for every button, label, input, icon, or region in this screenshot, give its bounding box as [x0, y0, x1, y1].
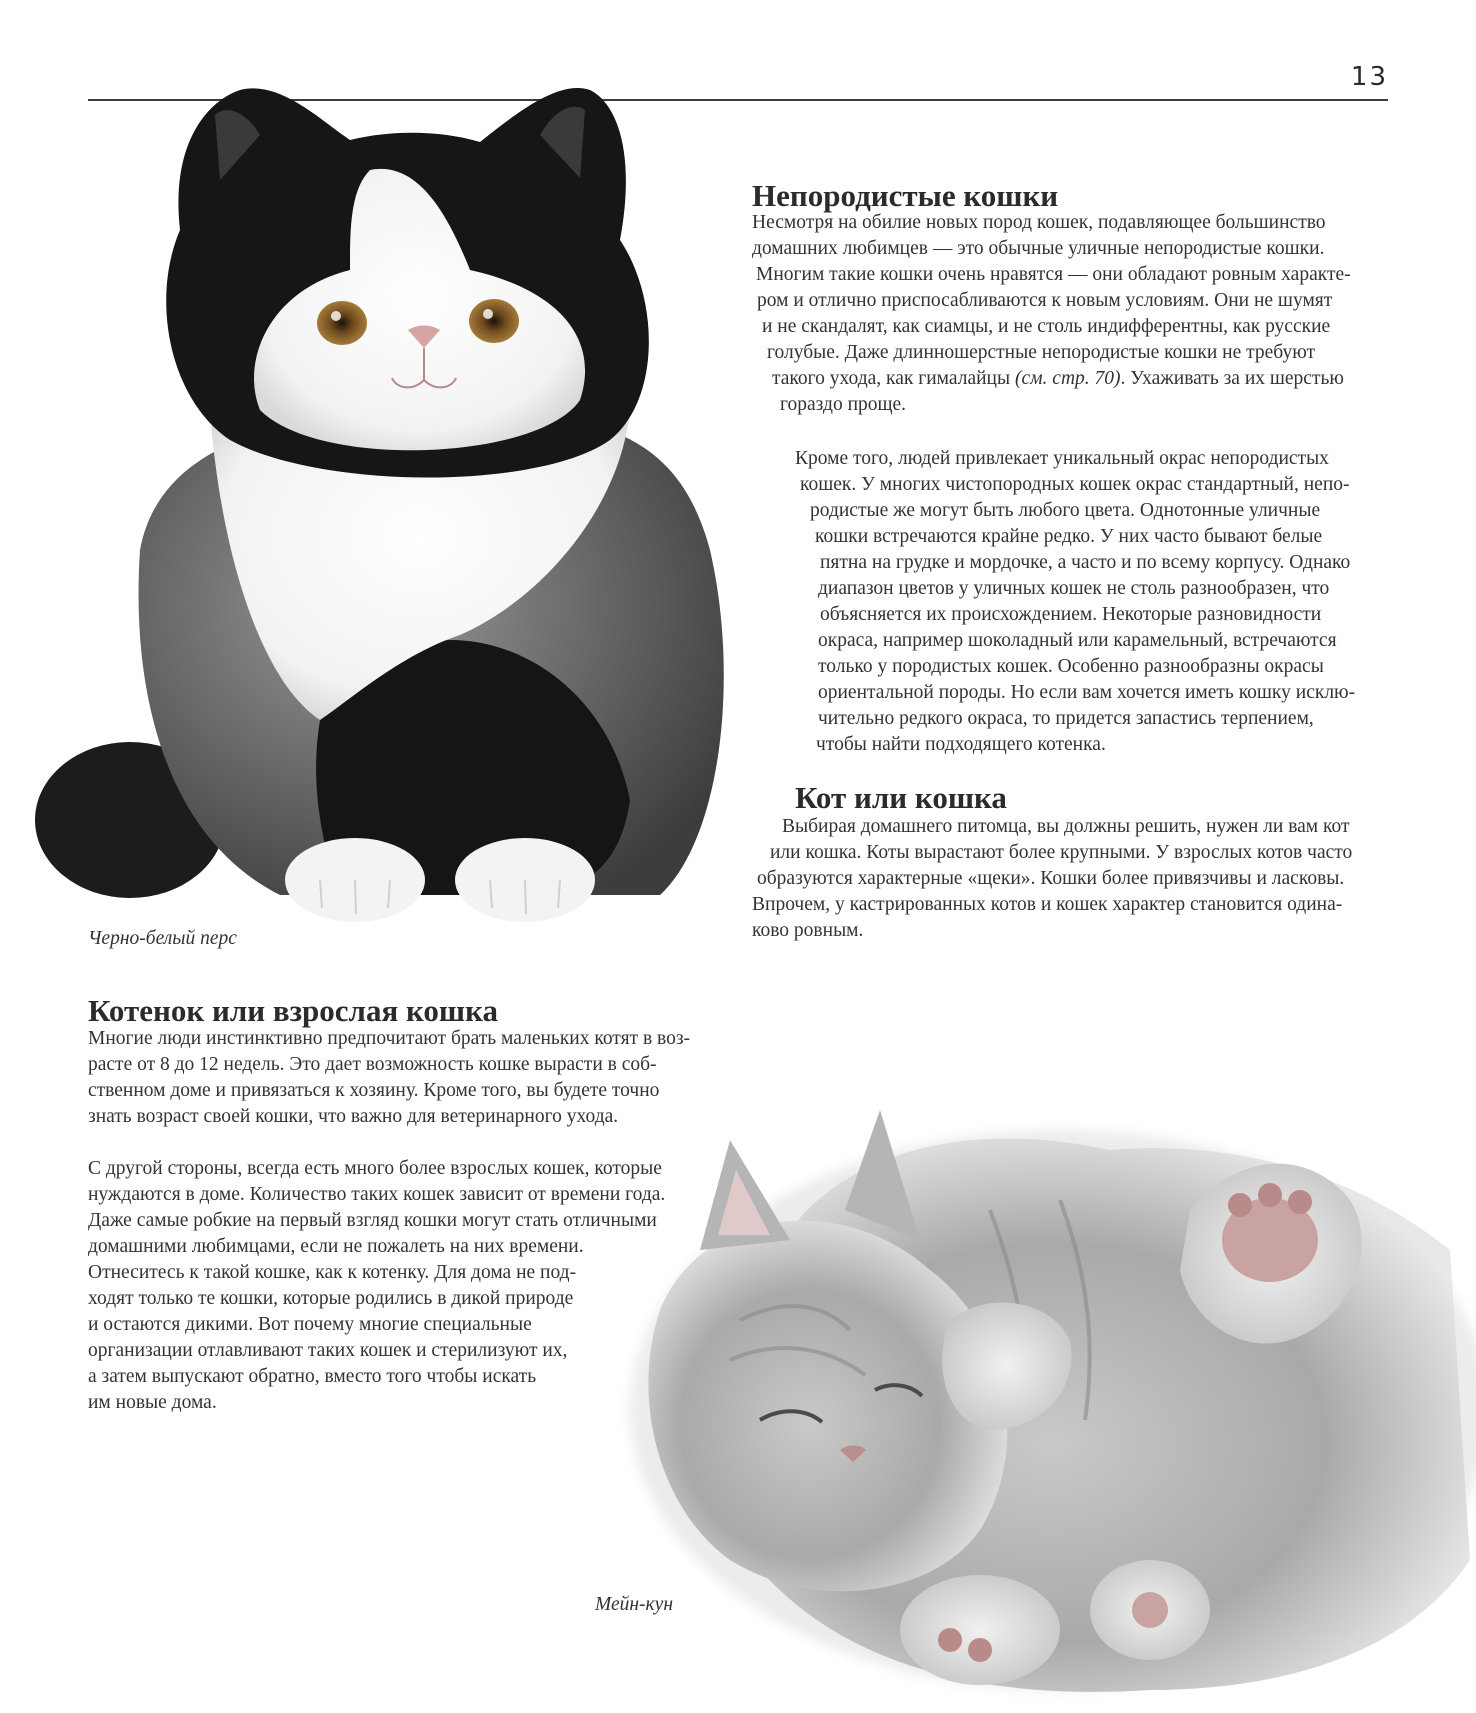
- text-line: ково ровным.: [752, 920, 864, 941]
- text-line: ром и отлично приспосабливаются к новым условиям. Они не шумят: [757, 290, 1333, 311]
- heading-kitten-or-adult: Котенок или взрослая кошка: [88, 993, 498, 1028]
- page-number: 13: [1350, 62, 1388, 92]
- text-line: ходят только те кошки, которые родились в дикой природе: [88, 1288, 574, 1309]
- text-line: объясняется их происхождением. Некоторые разновидности: [820, 604, 1322, 625]
- text-line: знать возраст своей кошки, что важно для ветеринарного ухода.: [88, 1106, 619, 1127]
- text-line: [772, 368, 1344, 390]
- text-line: Отнеситесь к такой кошке, как к котенку. Для дома не под-: [88, 1262, 577, 1283]
- text-line: С другой стороны, всегда есть много более взрослых кошек, которые: [88, 1158, 662, 1179]
- text-line: ориентальной породы. Но если вам хочется иметь кошку исклю-: [818, 682, 1356, 703]
- text-line: диапазон цветов у уличных кошек не столь разнообразен, что: [818, 578, 1330, 599]
- text-line: Даже самые робкие на первый взгляд кошки могут стать отличными: [88, 1210, 657, 1231]
- text-line: им новые дома.: [88, 1392, 217, 1413]
- text-span: . Ухаживать за их шерстью: [1120, 368, 1344, 389]
- text-line: чительно редкого окраса, то придется запастись терпением,: [818, 708, 1314, 729]
- text-line: и остаются дикими. Вот почему многие специальные: [88, 1314, 532, 1335]
- text-line: нуждаются в доме. Количество таких кошек зависит от времени года.: [88, 1184, 666, 1205]
- text-line: а затем выпускают обратно, вместо того чтобы искать: [88, 1366, 537, 1387]
- caption-maine-coon: Мейн-кун: [595, 1594, 673, 1615]
- text-line: домашних любимцев — это обычные уличные непородистые кошки.: [752, 238, 1325, 259]
- text-line: ственном доме и привязаться к хозяину. Кроме того, вы будете точно: [88, 1080, 660, 1101]
- heading-male-or-female: Кот или кошка: [795, 780, 1007, 815]
- persian-kitten-photo: [20, 80, 760, 930]
- caption-persian: Черно-белый перс: [88, 928, 237, 949]
- text-line: Впрочем, у кастрированных котов и кошек характер становится одина-: [752, 894, 1343, 915]
- text-line: и не скандалят, как сиамцы, и не столь индифферентны, как русские: [762, 316, 1331, 337]
- text-line: образуются характерные «щеки». Кошки более привязчивы и ласковы.: [757, 868, 1345, 889]
- text-line: Выбирая домашнего питомца, вы должны решить, нужен ли вам кот: [782, 816, 1350, 837]
- text-line: или кошка. Коты вырастают более крупными. У взрослых котов часто: [770, 842, 1353, 863]
- page-reference: (см. стр. 70): [1014, 368, 1121, 389]
- text-line: кошек. У многих чистопородных кошек окрас стандартный, непо-: [800, 474, 1350, 495]
- text-line: расте от 8 до 12 недель. Это дает возможность кошке вырасти в соб-: [88, 1054, 657, 1075]
- text-line: окраса, например шоколадный или карамельный, встречаются: [818, 630, 1337, 651]
- text-line: организации отлавливают таких кошек и стерилизуют их,: [88, 1340, 568, 1361]
- text-line: чтобы найти подходящего котенка.: [816, 734, 1106, 755]
- text-line: гораздо проще.: [780, 394, 907, 415]
- text-line: Кроме того, людей привлекает уникальный окрас непородистых: [795, 448, 1329, 469]
- text-line: пятна на грудке и мордочке, а часто и по всему корпусу. Однако: [820, 552, 1351, 573]
- text-span: такого ухода, как гималайцы: [772, 368, 1015, 389]
- heading-mixed-breed: Непородистые кошки: [752, 178, 1059, 213]
- text-line: родистые же могут быть любого цвета. Однотонные уличные: [810, 500, 1321, 521]
- text-line: Многие люди инстинктивно предпочитают брать маленьких котят в воз-: [88, 1028, 691, 1049]
- text-line: Многим такие кошки очень нравятся — они обладают ровным характе-: [756, 264, 1351, 285]
- text-line: домашними любимцами, если не пожалеть на них времени.: [88, 1236, 584, 1257]
- text-line: Несмотря на обилие новых пород кошек, подавляющее большинство: [752, 212, 1326, 233]
- maine-coon-kitten-photo: [590, 1090, 1476, 1713]
- text-line: голубые. Даже длинношерстные непородистые кошки не требуют: [767, 342, 1316, 363]
- text-line: только у породистых кошек. Особенно разнообразны окрасы: [818, 656, 1324, 677]
- text-line: кошки встречаются крайне редко. У них часто бывают белые: [815, 526, 1323, 547]
